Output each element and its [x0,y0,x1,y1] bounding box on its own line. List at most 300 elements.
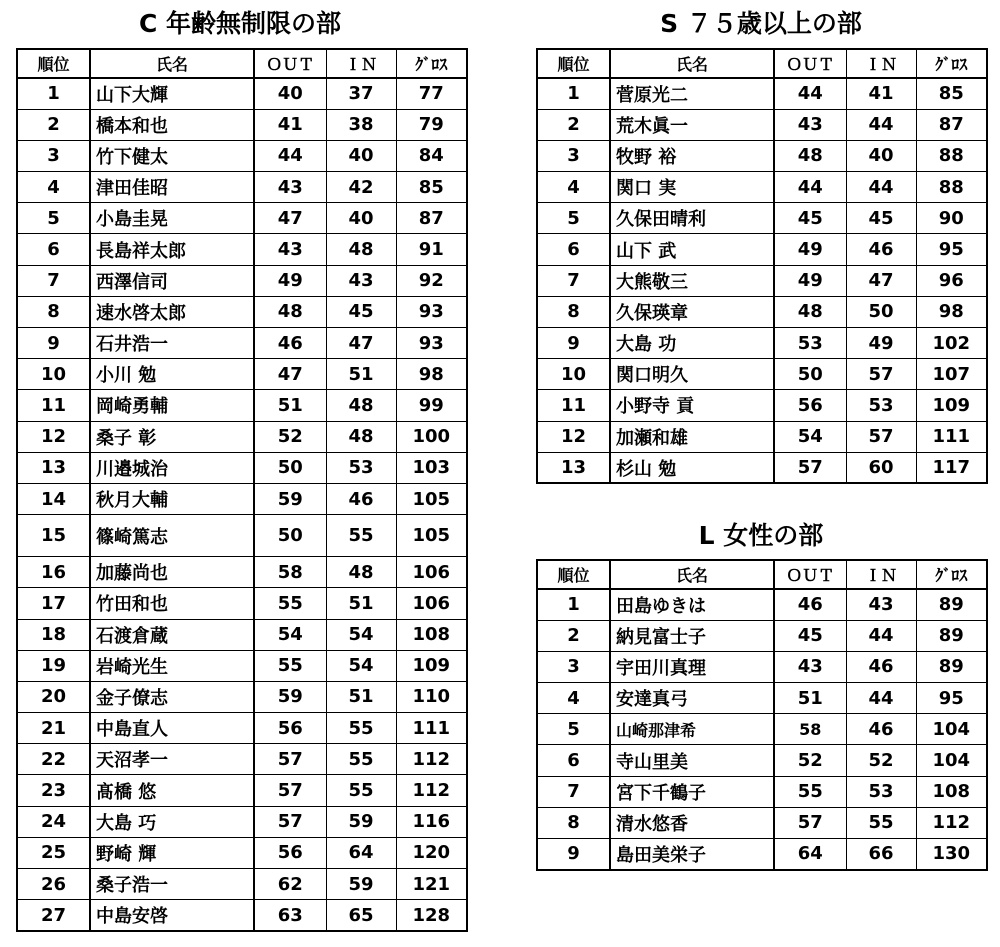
gross-score-cell: 95 [916,683,987,714]
name-cell: 関口 実 [610,172,774,203]
name-cell: 大島 功 [610,328,774,359]
in-score-cell: 52 [846,745,916,776]
in-score-cell: 55 [326,775,396,806]
in-score-cell: 47 [846,265,916,296]
in-header: ＩＮ [846,560,916,589]
table-row [537,140,987,171]
in-score-cell: 48 [326,234,396,265]
gross-header: ｸﾞﾛｽ [916,560,987,589]
out-score-cell: 51 [254,390,326,421]
out-score-cell: 43 [254,172,326,203]
rank-cell: 1 [17,78,90,109]
name-cell: 宇田川真理 [610,651,774,682]
out-score-cell: 52 [774,745,846,776]
rank-cell: 12 [537,421,610,452]
table-row [537,745,987,776]
out-score-cell: 47 [254,359,326,390]
rank-cell: 10 [537,359,610,390]
table-row [17,588,467,619]
section-c-title: C 年齢無制限の部 [138,9,342,38]
gross-score-cell: 88 [916,172,987,203]
out-score-cell: 43 [774,651,846,682]
out-score-cell: 57 [254,806,326,837]
out-score-cell: 53 [774,328,846,359]
name-cell: 西澤信司 [90,265,254,296]
name-cell: 髙橋 悠 [90,775,254,806]
in-score-cell: 59 [326,806,396,837]
table-row [17,515,467,557]
gross-score-cell: 104 [916,745,987,776]
in-score-cell: 46 [846,651,916,682]
table-row [537,172,987,203]
name-cell: 岩崎光生 [90,650,254,681]
rank-cell: 2 [537,109,610,140]
in-score-cell: 45 [326,296,396,327]
gross-score-cell: 92 [396,265,467,296]
rank-header: 順位 [537,560,610,589]
in-score-cell: 38 [326,109,396,140]
name-cell: 速水啓太郎 [90,296,254,327]
rank-header: 順位 [17,49,90,78]
out-score-cell: 44 [774,78,846,109]
gross-score-cell: 112 [916,807,987,838]
table-row [537,839,987,870]
table-row [17,452,467,483]
name-cell: 小川 勉 [90,359,254,390]
gross-score-cell: 84 [396,140,467,171]
in-score-cell: 64 [326,837,396,868]
rank-cell: 1 [537,589,610,620]
table-header-row [537,560,987,589]
in-score-cell: 40 [326,203,396,234]
out-score-cell: 57 [774,807,846,838]
name-cell: 久保瑛章 [610,296,774,327]
table-row [17,234,467,265]
name-cell: 寺山里美 [610,745,774,776]
name-cell: 山崎那津希 [610,714,774,745]
rank-cell: 8 [17,296,90,327]
gross-score-cell: 85 [396,172,467,203]
name-header: 氏名 [610,49,774,78]
out-score-cell: 59 [254,681,326,712]
name-cell: 杉山 勉 [610,452,774,483]
out-score-cell: 52 [254,421,326,452]
rank-cell: 6 [17,234,90,265]
gross-score-cell: 108 [916,776,987,807]
table-row [17,837,467,868]
in-score-cell: 43 [846,589,916,620]
gross-score-cell: 90 [916,203,987,234]
name-cell: 田島ゆきは [610,589,774,620]
table-row [537,589,987,620]
name-cell: 加藤尚也 [90,557,254,588]
rank-cell: 2 [17,109,90,140]
rank-cell: 23 [17,775,90,806]
gross-score-cell: 117 [916,452,987,483]
table-row [17,483,467,514]
in-score-cell: 54 [326,619,396,650]
gross-score-cell: 116 [396,806,467,837]
gross-score-cell: 91 [396,234,467,265]
gross-score-cell: 93 [396,296,467,327]
in-score-cell: 45 [846,203,916,234]
in-score-cell: 44 [846,172,916,203]
table-row [17,869,467,900]
in-score-cell: 53 [846,390,916,421]
table-row [537,452,987,483]
in-score-cell: 46 [846,234,916,265]
out-header: ＯＵＴ [774,49,846,78]
out-score-cell: 54 [774,421,846,452]
out-score-cell: 50 [774,359,846,390]
table-row [17,328,467,359]
name-header: 氏名 [610,560,774,589]
section-l-title: L 女性の部 [698,521,824,550]
gross-score-cell: 111 [916,421,987,452]
name-cell: 竹下健太 [90,140,254,171]
table-row [17,359,467,390]
rank-cell: 14 [17,483,90,514]
gross-score-cell: 109 [916,390,987,421]
in-score-cell: 49 [846,328,916,359]
out-score-cell: 62 [254,869,326,900]
table-row [537,109,987,140]
out-score-cell: 49 [774,234,846,265]
rank-cell: 9 [537,839,610,870]
table-header-row [17,49,467,78]
rank-cell: 4 [537,683,610,714]
name-cell: 篠崎篤志 [90,515,254,557]
out-score-cell: 48 [774,140,846,171]
out-score-cell: 43 [254,234,326,265]
name-cell: 秋月大輔 [90,483,254,514]
in-score-cell: 50 [846,296,916,327]
gross-score-cell: 95 [916,234,987,265]
name-cell: 納見富士子 [610,620,774,651]
table-row [17,775,467,806]
name-cell: 荒木眞一 [610,109,774,140]
in-score-cell: 53 [846,776,916,807]
table-row [17,900,467,931]
name-cell: 中島直人 [90,713,254,744]
rank-cell: 11 [537,390,610,421]
table-row [17,140,467,171]
out-score-cell: 45 [774,620,846,651]
table-row [537,265,987,296]
in-score-cell: 60 [846,452,916,483]
out-score-cell: 57 [774,452,846,483]
rank-cell: 5 [537,714,610,745]
rank-cell: 7 [537,265,610,296]
table-row [537,359,987,390]
gross-score-cell: 89 [916,620,987,651]
gross-score-cell: 96 [916,265,987,296]
gross-score-cell: 103 [396,452,467,483]
in-score-cell: 55 [326,744,396,775]
section-l-table [536,559,988,871]
in-score-cell: 55 [326,713,396,744]
gross-score-cell: 110 [396,681,467,712]
section-s-table [536,48,988,484]
name-cell: 金子僚志 [90,681,254,712]
table-row [537,234,987,265]
name-cell: 桑子浩一 [90,869,254,900]
out-score-cell: 55 [254,588,326,619]
rank-cell: 4 [17,172,90,203]
table-row [537,683,987,714]
in-score-cell: 43 [326,265,396,296]
in-score-cell: 44 [846,109,916,140]
in-score-cell: 40 [846,140,916,171]
name-cell: 小野寺 貢 [610,390,774,421]
rank-cell: 8 [537,807,610,838]
gross-score-cell: 104 [916,714,987,745]
in-score-cell: 59 [326,869,396,900]
rank-cell: 4 [537,172,610,203]
name-cell: 牧野 裕 [610,140,774,171]
rank-cell: 3 [537,140,610,171]
table-row [17,109,467,140]
name-cell: 岡崎勇輔 [90,390,254,421]
table-row [537,390,987,421]
out-score-cell: 46 [254,328,326,359]
in-score-cell: 46 [326,483,396,514]
name-cell: 大熊敬三 [610,265,774,296]
table-row [17,681,467,712]
gross-score-cell: 87 [396,203,467,234]
gross-score-cell: 102 [916,328,987,359]
rank-cell: 6 [537,745,610,776]
gross-score-cell: 85 [916,78,987,109]
table-row [17,296,467,327]
gross-score-cell: 111 [396,713,467,744]
name-cell: 山下 武 [610,234,774,265]
name-cell: 天沼孝一 [90,744,254,775]
gross-score-cell: 87 [916,109,987,140]
gross-score-cell: 88 [916,140,987,171]
in-score-cell: 40 [326,140,396,171]
name-cell: 加瀬和雄 [610,421,774,452]
table-row [537,78,987,109]
rank-cell: 24 [17,806,90,837]
rank-cell: 5 [17,203,90,234]
out-score-cell: 56 [254,837,326,868]
gross-score-cell: 112 [396,744,467,775]
out-score-cell: 55 [254,650,326,681]
in-score-cell: 57 [846,421,916,452]
in-score-cell: 55 [846,807,916,838]
gross-score-cell: 79 [396,109,467,140]
in-header: ＩＮ [326,49,396,78]
out-score-cell: 49 [254,265,326,296]
gross-score-cell: 100 [396,421,467,452]
name-cell: 長島祥太郎 [90,234,254,265]
rank-cell: 1 [537,78,610,109]
in-score-cell: 48 [326,390,396,421]
out-score-cell: 49 [774,265,846,296]
gross-header: ｸﾞﾛｽ [396,49,467,78]
rank-cell: 7 [17,265,90,296]
rank-cell: 16 [17,557,90,588]
gross-score-cell: 120 [396,837,467,868]
out-score-cell: 63 [254,900,326,931]
in-score-cell: 46 [846,714,916,745]
out-score-cell: 40 [254,78,326,109]
rank-header: 順位 [537,49,610,78]
out-score-cell: 47 [254,203,326,234]
gross-score-cell: 77 [396,78,467,109]
out-score-cell: 50 [254,452,326,483]
table-row [537,421,987,452]
rank-cell: 13 [537,452,610,483]
gross-score-cell: 105 [396,515,467,557]
table-row [17,421,467,452]
rank-cell: 25 [17,837,90,868]
gross-score-cell: 105 [396,483,467,514]
rank-cell: 20 [17,681,90,712]
table-header-row [537,49,987,78]
table-row [17,78,467,109]
out-score-cell: 57 [254,744,326,775]
table-row [537,620,987,651]
name-header: 氏名 [90,49,254,78]
out-score-cell: 55 [774,776,846,807]
table-row [17,203,467,234]
table-row [17,713,467,744]
out-score-cell: 48 [254,296,326,327]
name-cell: 大島 巧 [90,806,254,837]
rank-cell: 2 [537,620,610,651]
rank-cell: 7 [537,776,610,807]
name-cell: 石井浩一 [90,328,254,359]
in-score-cell: 51 [326,359,396,390]
name-cell: 野崎 輝 [90,837,254,868]
out-score-cell: 51 [774,683,846,714]
gross-score-cell: 106 [396,557,467,588]
gross-score-cell: 128 [396,900,467,931]
name-cell: 清水悠香 [610,807,774,838]
name-cell: 石渡倉蔵 [90,619,254,650]
rank-cell: 26 [17,869,90,900]
rank-cell: 11 [17,390,90,421]
table-row [537,296,987,327]
out-score-cell: 58 [774,714,846,745]
name-cell: 竹田和也 [90,588,254,619]
name-cell: 宮下千鶴子 [610,776,774,807]
rank-cell: 19 [17,650,90,681]
name-cell: 安達真弓 [610,683,774,714]
table-row [17,390,467,421]
gross-score-cell: 106 [396,588,467,619]
table-row [17,172,467,203]
table-row [537,328,987,359]
gross-score-cell: 121 [396,869,467,900]
out-score-cell: 46 [774,589,846,620]
out-score-cell: 48 [774,296,846,327]
in-score-cell: 37 [326,78,396,109]
in-score-cell: 55 [326,515,396,557]
table-row [17,806,467,837]
table-row [17,650,467,681]
rank-cell: 18 [17,619,90,650]
in-score-cell: 44 [846,683,916,714]
rank-cell: 10 [17,359,90,390]
in-score-cell: 54 [326,650,396,681]
in-score-cell: 48 [326,557,396,588]
gross-score-cell: 93 [396,328,467,359]
table-row [537,651,987,682]
in-score-cell: 44 [846,620,916,651]
in-score-cell: 47 [326,328,396,359]
rank-cell: 22 [17,744,90,775]
out-score-cell: 45 [774,203,846,234]
gross-score-cell: 99 [396,390,467,421]
rank-cell: 21 [17,713,90,744]
gross-score-cell: 89 [916,589,987,620]
in-score-cell: 51 [326,588,396,619]
in-score-cell: 65 [326,900,396,931]
name-cell: 島田美栄子 [610,839,774,870]
out-header: ＯＵＴ [254,49,326,78]
out-score-cell: 41 [254,109,326,140]
table-row [17,744,467,775]
in-score-cell: 66 [846,839,916,870]
out-score-cell: 59 [254,483,326,514]
rank-cell: 13 [17,452,90,483]
in-score-cell: 51 [326,681,396,712]
gross-score-cell: 108 [396,619,467,650]
gross-score-cell: 89 [916,651,987,682]
in-score-cell: 41 [846,78,916,109]
name-cell: 久保田晴利 [610,203,774,234]
out-score-cell: 56 [774,390,846,421]
rank-cell: 5 [537,203,610,234]
gross-score-cell: 107 [916,359,987,390]
name-cell: 川邉城治 [90,452,254,483]
table-row [17,557,467,588]
gross-score-cell: 130 [916,839,987,870]
rank-cell: 3 [537,651,610,682]
in-score-cell: 53 [326,452,396,483]
name-cell: 山下大輝 [90,78,254,109]
rank-cell: 27 [17,900,90,931]
gross-header: ｸﾞﾛｽ [916,49,987,78]
out-header: ＯＵＴ [774,560,846,589]
out-score-cell: 57 [254,775,326,806]
out-score-cell: 44 [774,172,846,203]
name-cell: 小島圭晃 [90,203,254,234]
in-score-cell: 48 [326,421,396,452]
out-score-cell: 54 [254,619,326,650]
table-row [17,619,467,650]
gross-score-cell: 98 [916,296,987,327]
gross-score-cell: 112 [396,775,467,806]
rank-cell: 8 [537,296,610,327]
rank-cell: 3 [17,140,90,171]
name-cell: 津田佳昭 [90,172,254,203]
name-cell: 桑子 彰 [90,421,254,452]
out-score-cell: 56 [254,713,326,744]
name-cell: 中島安啓 [90,900,254,931]
section-s-title: S ７５歳以上の部 [660,9,862,38]
out-score-cell: 58 [254,557,326,588]
table-row [537,807,987,838]
out-score-cell: 43 [774,109,846,140]
table-row [537,714,987,745]
rank-cell: 9 [17,328,90,359]
name-cell: 橋本和也 [90,109,254,140]
rank-cell: 6 [537,234,610,265]
